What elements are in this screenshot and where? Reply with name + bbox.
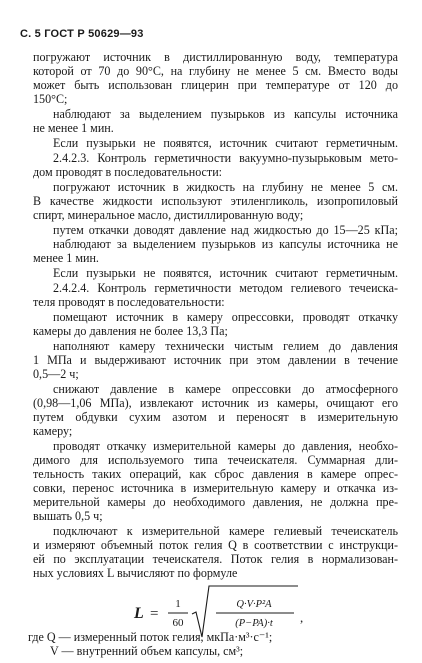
text-line: путем откачки доводят давление над жидкостью до 15—25 кПа; [53,223,398,237]
text-line: мерительной камеры до необходимого давления, не должна пре- [33,495,398,509]
formula-equals: = [150,606,159,622]
text-line: димого для используемого типа течеискателя. Суммарная дли- [33,453,398,467]
formula-coef-denominator: 60 [172,617,184,629]
text-line: совки, перенос источника в измерительную камеру и откачка из- [33,481,398,495]
formula-coef-numerator: 1 [175,598,181,610]
definition-line: где Q — измеренный поток гелия, мкПа·м³·с⁻¹; [28,630,273,644]
text-line: проводят откачку измерительной камеры до давления, необхо- [53,439,398,453]
text-line: спирт, минеральное масло, дистиллированную воду; [33,208,304,222]
text-line: наблюдают за выделением пузырьков из капсулы источника [53,107,398,121]
text-line: Если пузырьки не появятся, источник считают герметичным. [53,266,398,280]
text-line: 1 МПа и выдерживают источник при этом давлении в течение [33,353,398,367]
formula-radicand-numerator: Q·V·P²A [236,599,272,610]
text-line: теля проводят в последовательности: [33,295,225,309]
text-line: не менее 1 мин. [33,121,114,135]
section-heading: 2.4.2.4. Контроль герметичности методом гелиевого течеиска- [53,281,398,295]
text-line: и измеряют объемный поток гелия Q в соответствии с инструкци- [33,538,398,552]
page-header: С. 5 ГОСТ Р 50629—93 [20,28,144,40]
text-line: 0,5—2 ч; [33,367,79,381]
text-line: Если пузырьки не появятся, источник считают герметичным. [53,136,398,150]
text-line: наполняют камеру технически чистым гелием до давления [53,339,398,353]
text-line: 150°С; [33,92,68,106]
definition-line: V — внутренний объем капсулы, см³; [50,644,244,658]
text-line: камеру; [33,424,73,438]
text-line: ных условиях L вычисляют по формуле [33,566,238,580]
text-line: снижают давление в камере опрессовки до атмосферного [53,382,398,396]
section-heading: 2.4.2.3. Контроль герметичности вакуумно-пузырьковым мето- [53,151,398,165]
text-line: ей по эксплуатации течеискателя. Поток гелия в нормализован- [33,552,398,566]
text-line: погружают источник в дистиллированную воду, температура [33,50,398,64]
text-line: которой от 70 до 90°С, на глубину не менее 5 см. Вместо воды [33,64,398,78]
text-line: дом проводят в последовательности: [33,165,223,179]
text-line: (0,98—1,06 МПа), извлекают источник из камеры, очищают его [33,396,398,410]
formula-comma: , [300,610,304,625]
text-line: наблюдают за выделением пузырьков из капсулы источника не [53,237,398,251]
text-line: помещают источник в камеру опрессовки, проводят откачку [53,310,398,324]
text-line: подключают к измерительной камере гелиевый течеискатель [53,524,398,538]
formula-lhs: L [134,605,144,622]
text-line: может быть использован глицерин при температуре от 120 до [33,78,398,92]
text-line: камеры до давления не более 13,3 Па; [33,324,228,338]
text-line: вышать 0,5 ч; [33,509,103,523]
text-line: тельность таких операций, как сброс давления в камере опрес- [33,467,398,481]
text-line: менее 1 мин. [33,251,99,265]
text-line: путем обдувки сухим азотом и переносят в измерительную [33,410,398,424]
formula-radicand-denominator: (P−PA)·t [235,618,273,629]
text-line: В качестве жидкости используют этиленгликоль, изопропиловый [33,194,398,208]
text-line: погружают источник в жидкость на глубину не менее 5 см. [53,180,398,194]
